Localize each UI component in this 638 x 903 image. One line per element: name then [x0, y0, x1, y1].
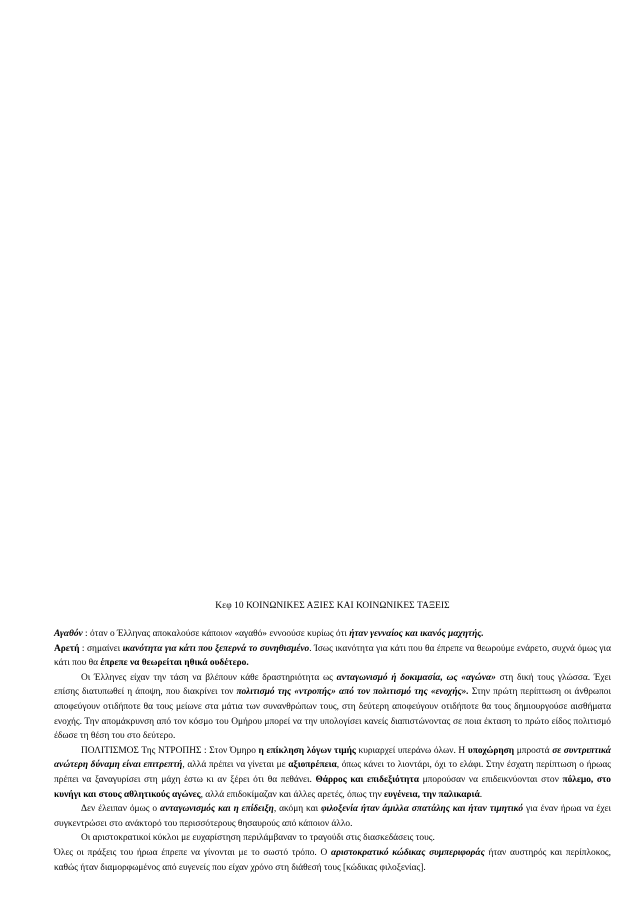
document-body	[54, 599, 611, 875]
emphasis-text: ανταγωνισμός και η επίδειξη	[160, 804, 274, 815]
paragraph-text: Οι αριστοκρατικοί κύκλοι με ευχαρίστηση περιλάμβαναν το τραγούδι στις διασκεδάσεις τους.	[81, 833, 435, 844]
emphasis-text: έπρεπε να θεωρείται ηθικά ουδέτερο.	[100, 658, 249, 669]
paragraph-text: ήταν αυστηρός και περίπλοκος, καθώς ήταν διαμορφωμένος από ευγενείς που είχαν χρόνο στη διάθεσή τους [κώδικας φιλοξενίας].	[54, 847, 611, 873]
paragraph-text: μπροστά	[514, 745, 553, 756]
emphasis-text: ήταν γενναίος και ικανός μαχητής.	[349, 629, 484, 639]
emphasis-text: πόλεμο, στο κυνήγι και στους αθλητικούς αγώνες	[54, 774, 611, 800]
paragraph-shame-culture	[54, 744, 611, 802]
paragraph-text: , αλλά πρέπει να γίνεται με	[182, 760, 289, 771]
emphasis-text: πολιτισμό της «ντροπής» από τον πολιτισμό της «ενοχής».	[236, 687, 469, 698]
emphasis-text: Θάρρος και επιδεξιότητα	[315, 774, 419, 785]
emphasis-text: ανταγωνισμό ή δοκιμασία, ως «αγώνα»	[336, 672, 496, 683]
emphasis-text: φιλοξενία ήταν άμιλλα σπατάλης και ήταν τιμητικό	[321, 804, 524, 815]
paragraph-text: : όταν ο Έλληνας αποκαλούσε κάποιον «αγαθό» εννοούσε κυρίως ότι	[82, 629, 350, 639]
emphasis-text: η επίκληση λόγων τιμής	[258, 745, 356, 756]
paragraph-text: για έναν ήρωα να έχει συγκεντρώσει στο ανάκτορό του περισσότερους θησαυρούς από κάποιον άλλο.	[54, 804, 611, 829]
emphasis-text: υποχώρηση	[467, 745, 515, 756]
paragraph-text: μπορούσαν να επιδεικνύονται στον	[418, 774, 563, 785]
emphasis-text: αριστοκρατικό κώδικας συμπεριφοράς	[330, 847, 485, 858]
emphasis-text: ικανότητα για κάτι που ξεπερνά το συνηθισμένο	[122, 643, 310, 654]
paragraph-competition	[54, 802, 611, 831]
paragraph-text: , ακόμη και	[273, 804, 322, 815]
paragraph-text: Όλες οι πράξεις του ήρωα έπρεπε να γίνονται με το σωστό τρόπο. Ο	[54, 847, 331, 858]
paragraph-text: Δεν έλειπαν όμως ο	[81, 804, 161, 815]
paragraph-text: κυριαρχεί υπεράνω όλων. Η	[355, 745, 468, 756]
emphasis-text: σε συντριπτικά ανώτερη δύναμη είναι επιτρεπτή	[54, 745, 611, 771]
paragraph-text: ΠΟΛΙΤΙΣΜΟΣ Της ΝΤΡΟΠΗΣ : Στον Όμηρο	[81, 745, 259, 756]
term-arete: Αρετή	[54, 643, 80, 654]
emphasis-text: αξιοπρέπεια	[288, 760, 337, 771]
paragraph-aristocratic-circles	[54, 831, 611, 846]
paragraph-text: . Ίσως ικανότητα για κάτι που θα έπρεπε να θεωρούμε ενάρετο, συχνά όμως για κάτι που θα	[54, 643, 611, 669]
paragraph-code-of-conduct	[54, 846, 611, 875]
paragraph-agon	[54, 671, 611, 744]
paragraph-agathon	[54, 627, 611, 642]
emphasis-text: ευγένεια, την παλικαριά	[384, 789, 480, 800]
chapter-title: Κεφ 10 ΚΟΙΝΩΝΙΚΕΣ ΑΞΙΕΣ ΚΑΙ ΚΟΙΝΩΝΙΚΕΣ ΤΑΞΕΙΣ	[215, 601, 450, 611]
paragraph-text: στη δική τους γλώσσα. Έχει επίσης διατυπωθεί η άποψη, που διακρίνει τον	[54, 672, 611, 698]
term-agathon: Αγαθόν	[54, 629, 83, 639]
paragraph-text: Οι Έλληνες είχαν την τάση να βλέπουν κάθε δραστηριότητα ως	[81, 672, 337, 683]
paragraph-text: Στην πρώτη περίπτωση οι άνθρωποι αποφεύγουν οτιδήποτε θα τους μείωνε στα μάτια των συνανθρώπων τους, στη δεύτερη αποφεύγουν οτιδήποτε θα τους δημιουργούσε αισθήματα ενοχής. Την απομάκρυνση από τον κόσμο του Ομήρου μπορεί να την υπολογίσει κανείς διαπιστώνοντας σε ποια έκταση το πρώτο είδος πολιτισμό έδωσε τη θέση του στο δεύτερο.	[54, 687, 611, 742]
paragraph-arete	[54, 642, 611, 671]
paragraph-text: .	[479, 789, 483, 800]
paragraph-text: : σημαίνει	[79, 643, 123, 654]
paragraph-text: , όπως κάνει το λιοντάρι, όχι το ελάφι. Στην έσχατη περίπτωση ο ήρωας πρέπει να ξαναγυρίσει στη μάχη έστω κι αν ξέρει ότι θα πεθάνει.	[54, 760, 611, 785]
paragraph-text: , αλλά επιδοκίμαζαν και άλλες αρετές, όπως την	[200, 789, 385, 800]
